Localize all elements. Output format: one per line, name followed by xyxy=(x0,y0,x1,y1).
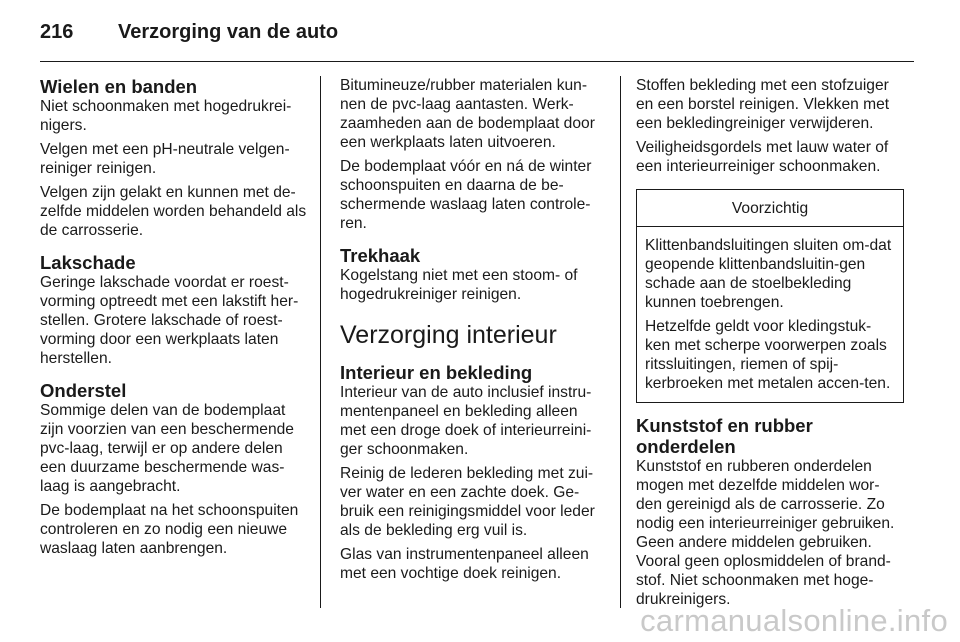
paragraph-onderstel-2: De bodemplaat na het schoonspuiten controleren en zo nodig een nieuwe waslaag laten aanbrengen. xyxy=(40,502,299,557)
caution-title: Voorzichtig xyxy=(637,190,903,227)
paragraph-kunststof-1: Kunststof en rubberen onderdelen mogen met dezelfde middelen wor-den gereinigd als de carrosserie. Zo nodig een interieurreiniger gebruiken. Geen andere middelen gebruiken. Vooral geen oplosmiddelen of brand-stof. Niet schoonmaken met hoge-drukreinigers. xyxy=(636,458,895,608)
paragraph-wielen-2: Velgen met een pH-neutrale velgen-reiniger reinigen. xyxy=(40,141,290,177)
paragraph-wielen-3: Velgen zijn gelakt en kunnen met de-zelfde middelen worden behandeld als de carrosserie. xyxy=(40,184,307,239)
page-number: 216 xyxy=(40,20,74,43)
watermark: carmanualsonline.info xyxy=(640,603,948,638)
paragraph-onderstel-1: Sommige delen van de bodemplaat zijn voorzien van een beschermende pvc-laag, terwijl er op andere delen een duurzame beschermende was-laag is aangebracht. xyxy=(40,402,294,495)
section-heading-bekleding: Interieur en bekleding xyxy=(340,362,533,383)
paragraph-bekleding-2: Reinig de lederen bekleding met zui-ver water en een zachte doek. Ge-bruik een reinigingsmiddel voor leder als de bekleding erg vuil is. xyxy=(340,465,595,539)
section-heading-onderstel: Onderstel xyxy=(40,380,127,401)
caution-paragraph-1: Klittenbandsluitingen sluiten om-dat geopende klittenbandsluitin-gen schade aan de stoelbekleding kunnen toebrengen. xyxy=(645,237,892,311)
column-1 xyxy=(40,76,308,563)
section-heading-trekhaak: Trekhaak xyxy=(340,245,421,266)
header-divider xyxy=(40,61,914,62)
section-heading-kunststof: Kunststof en rubber onderdelen xyxy=(636,415,813,457)
caution-paragraph-2: Hetzelfde geldt voor kledingstuk-ken met scherpe voorwerpen zoals ritssluitingen, riemen of spij-kerbroeken met metalen accen-ten. xyxy=(645,318,891,392)
paragraph-stoffen: Stoffen bekleding met een stofzuiger en een borstel reinigen. Vlekken met een bekledingreiniger verwijderen. xyxy=(636,77,890,132)
page-header xyxy=(40,14,338,50)
paragraph-winter: De bodemplaat vóór en ná de winter schoonspuiten en daarna de be-schermende waslaag laten controle-ren. xyxy=(340,158,592,232)
column-3 xyxy=(636,76,904,614)
paragraph-lakschade-1: Geringe lakschade voordat er roest-vorming optreedt met een lakstift her-stellen. Grotere lakschade of roest-vorming door een werkplaats laten herstellen. xyxy=(40,274,299,367)
paragraph-bekleding-3: Glas van instrumentenpaneel alleen met een vochtige doek reinigen. xyxy=(340,546,589,582)
paragraph-wielen-1: Niet schoonmaken met hogedrukrei-nigers. xyxy=(40,98,292,134)
section-heading-wielen: Wielen en banden xyxy=(40,76,198,97)
column-2 xyxy=(340,76,604,588)
column-divider-2 xyxy=(620,76,621,608)
caution-box xyxy=(636,189,904,403)
paragraph-bekleding-1: Interieur van de auto inclusief instru-mentenpaneel en bekleding alleen met een droge doek of interieurreini-ger schoonmaken. xyxy=(340,384,592,458)
paragraph-bitumen: Bitumineuze/rubber materialen kun-nen de pvc-laag aantasten. Werk-zaamheden aan de bodemplaat door een werkplaats laten uitvoeren. xyxy=(340,77,595,151)
caution-body xyxy=(637,227,903,402)
chapter-title-interieur: Verzorging interieur xyxy=(340,321,557,349)
column-divider-1 xyxy=(320,76,321,608)
paragraph-gordels: Veiligheidsgordels met lauw water of een interieurreiniger schoonmaken. xyxy=(636,139,889,175)
paragraph-trekhaak-1: Kogelstang niet met een stoom- of hogedrukreiniger reinigen. xyxy=(340,267,578,303)
page-title: Verzorging van de auto xyxy=(118,20,339,43)
section-heading-lakschade: Lakschade xyxy=(40,252,136,273)
